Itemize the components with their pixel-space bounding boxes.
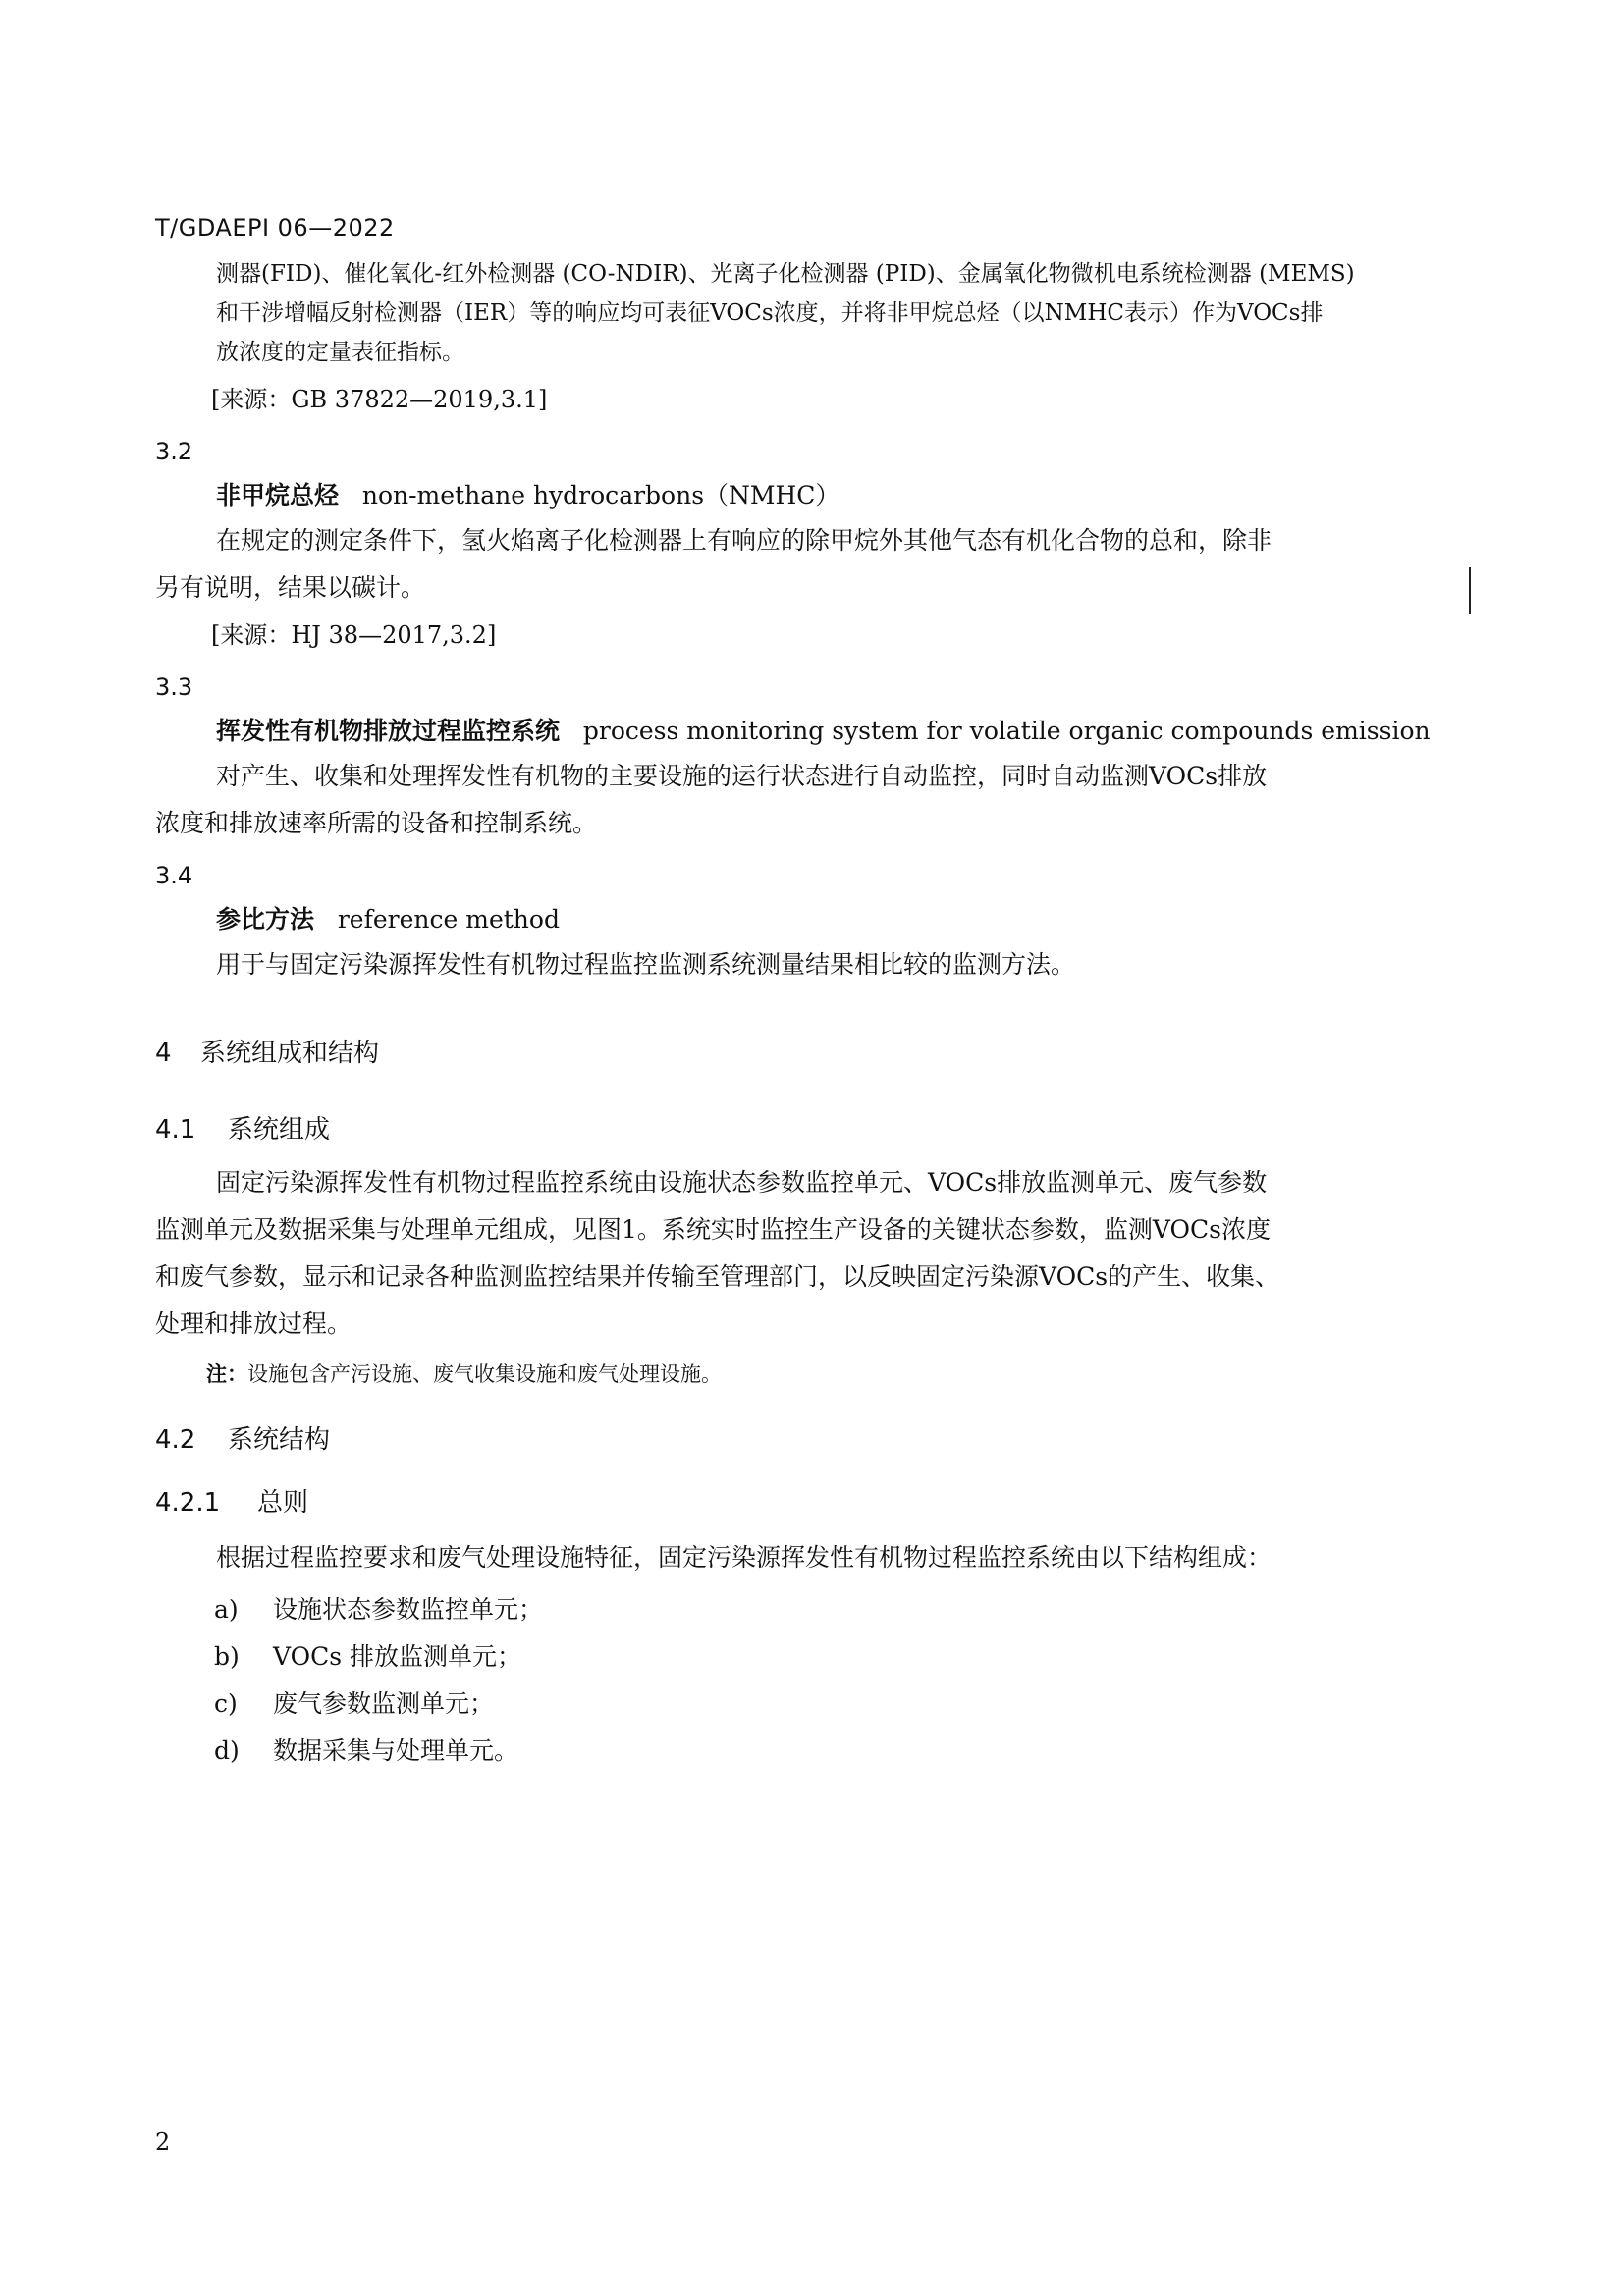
list-item xyxy=(214,1684,494,1720)
section-number: 4.1 xyxy=(155,1115,196,1145)
clause-number: 3.4 xyxy=(155,862,193,889)
definition-line: 对产生、收集和处理挥发性有机物的主要设施的运行状态进行自动监控，同时自动监测VOCs排放 xyxy=(216,762,1268,790)
section-number: 4 xyxy=(155,1039,172,1068)
page-number: 2 xyxy=(155,2128,171,2156)
paragraph-line: 根据过程监控要求和废气处理设施特征，固定污染源挥发性有机物过程监控系统由以下结构组成： xyxy=(216,1543,1272,1572)
section-number: 4.2.1 xyxy=(155,1488,221,1518)
definition-line: 在规定的测定条件下，氢火焰离子化检测器上有响应的除甲烷外其他气态有机化合物的总和，除非 xyxy=(216,526,1272,555)
list-item xyxy=(214,1637,521,1673)
paragraph-line: 放浓度的定量表征指标。 xyxy=(216,340,464,365)
subsection-heading xyxy=(155,1109,330,1146)
note-text: 设施包含产污设施、废气收集设施和废气处理设施。 xyxy=(247,1362,722,1386)
paragraph-line: 测器(FID)、催化氧化-红外检测器 (CO-NDIR)、光离子化检测器 (PID)、金属氧化物微机电系统检测器 (MEMS) xyxy=(216,261,1355,287)
source-citation: [来源：GB 37822—2019,3.1] xyxy=(211,386,548,413)
section-title: 系统结构 xyxy=(228,1425,331,1455)
source-citation: [来源：HJ 38—2017,3.2] xyxy=(211,621,497,649)
section-title: 系统组成和结构 xyxy=(200,1039,380,1068)
definition-line: 用于与固定污染源挥发性有机物过程监控监测系统测量结果相比较的监测方法。 xyxy=(216,950,1076,979)
term-entry xyxy=(216,481,839,510)
definition-line: 浓度和排放速率所需的设备和控制系统。 xyxy=(155,809,598,837)
paragraph-line: 固定污染源挥发性有机物过程监控系统由设施状态参数监控单元、VOCs排放监测单元、废气参数 xyxy=(216,1168,1268,1197)
list-item-label: b) xyxy=(214,1642,240,1671)
paragraph-line: 处理和排放过程。 xyxy=(155,1309,352,1338)
note xyxy=(206,1359,722,1388)
term-entry xyxy=(216,905,560,934)
term-english: process monitoring system for volatile organic compounds emission xyxy=(582,717,1431,745)
term-chinese: 挥发性有机物排放过程监控系统 xyxy=(216,717,561,745)
paragraph-line: 和干涉增幅反射检测器（IER）等的响应均可表征VOCs浓度，并将非甲烷总烃（以NMHC表示）作为VOCs排 xyxy=(216,300,1324,326)
paragraph-line: 和废气参数，显示和记录各种监测监控结果并传输至管理部门，以反映固定污染源VOCs的产生、收集、 xyxy=(155,1262,1280,1291)
list-item-text: 设施状态参数监控单元； xyxy=(273,1595,544,1624)
list-item-text: VOCs 排放监测单元； xyxy=(273,1642,522,1671)
term-chinese: 参比方法 xyxy=(216,905,315,934)
note-label: 注： xyxy=(206,1362,247,1386)
term-entry xyxy=(216,717,1431,746)
definition-line: 另有说明，结果以碳计。 xyxy=(155,573,426,602)
list-item-text: 废气参数监测单元； xyxy=(273,1689,495,1718)
list-item xyxy=(214,1590,543,1626)
doc-code-header: T/GDAEPI 06—2022 xyxy=(155,214,395,241)
list-item-text: 数据采集与处理单元。 xyxy=(273,1736,519,1765)
subsection-heading xyxy=(155,1419,330,1456)
list-item-label: a) xyxy=(214,1595,239,1624)
term-english: non-methane hydrocarbons（NMHC） xyxy=(361,481,840,509)
clause-number: 3.3 xyxy=(155,673,193,701)
section-heading xyxy=(155,1033,379,1069)
section-number: 4.2 xyxy=(155,1425,196,1455)
list-item xyxy=(214,1732,518,1767)
subsection-heading xyxy=(155,1482,308,1519)
term-english: reference method xyxy=(337,905,560,934)
section-title: 总则 xyxy=(257,1488,309,1518)
list-item-label: c) xyxy=(214,1689,238,1718)
revision-bar xyxy=(1469,567,1471,614)
clause-number: 3.2 xyxy=(155,438,193,465)
list-item-label: d) xyxy=(214,1736,240,1765)
term-chinese: 非甲烷总烃 xyxy=(216,481,340,509)
paragraph-line: 监测单元及数据采集与处理单元组成，见图1。系统实时监控生产设备的关键状态参数，监测VOCs浓度 xyxy=(155,1215,1271,1244)
section-title: 系统组成 xyxy=(228,1115,331,1145)
